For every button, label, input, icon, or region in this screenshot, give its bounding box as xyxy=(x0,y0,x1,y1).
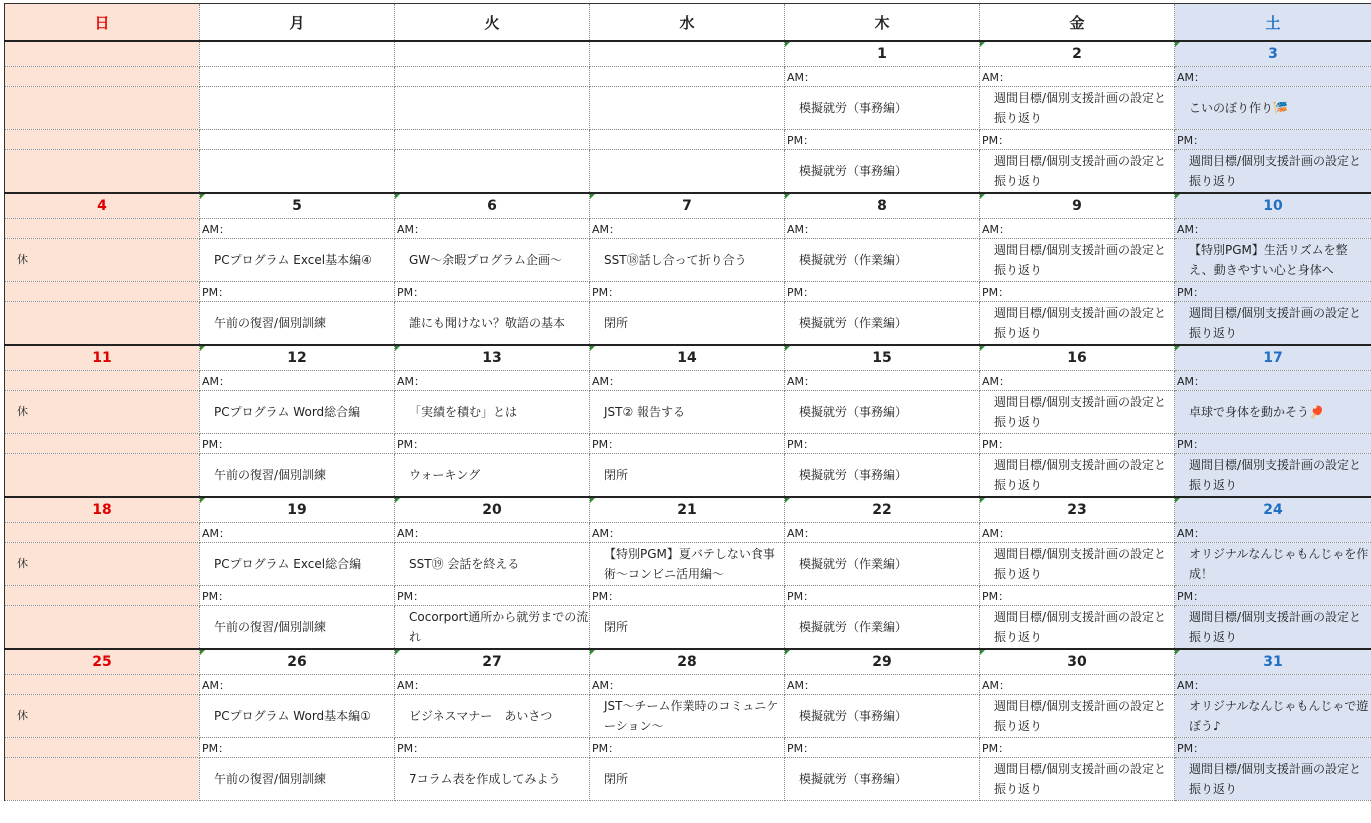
am-activity-cell[interactable] xyxy=(5,87,200,130)
am-activity-cell[interactable]: ビジネスマナー あいさつ xyxy=(395,695,590,738)
day-number-cell[interactable]: 2 xyxy=(980,41,1175,67)
day-number-cell[interactable]: 25 xyxy=(5,649,200,675)
day-number-cell[interactable]: 12 xyxy=(200,345,395,371)
pm-activity-cell[interactable]: 週間目標/個別支援計画の設定と振り返り xyxy=(980,454,1175,498)
pm-label-cell[interactable] xyxy=(5,738,200,758)
pm-label-cell[interactable]: PM： xyxy=(395,586,590,606)
am-label-cell[interactable]: AM： xyxy=(395,371,590,391)
day-number-cell[interactable]: 20 xyxy=(395,497,590,523)
pm-label-cell[interactable]: PM： xyxy=(785,130,980,150)
pm-label-cell[interactable]: PM： xyxy=(590,586,785,606)
pm-activity-cell[interactable]: 午前の復習/個別訓練 xyxy=(200,454,395,498)
am-label-cell[interactable] xyxy=(5,219,200,239)
day-number-cell[interactable]: 28 xyxy=(590,649,785,675)
am-label-cell[interactable]: AM： xyxy=(1175,371,1371,391)
pm-label-cell[interactable]: PM： xyxy=(200,738,395,758)
am-activity-cell[interactable]: 模擬就労（事務編） xyxy=(785,87,980,130)
pm-activity-cell[interactable]: 週間目標/個別支援計画の設定と振り返り xyxy=(980,758,1175,801)
weekday-header-3[interactable]: 水 xyxy=(590,4,785,42)
am-activity-cell[interactable]: 【特別PGM】生活リズムを整え、動きやすい心と身体へ xyxy=(1175,239,1371,282)
pm-activity-cell[interactable] xyxy=(5,454,200,498)
pm-activity-cell[interactable]: 週間目標/個別支援計画の設定と振り返り xyxy=(1175,454,1371,498)
am-activity-cell[interactable]: 休 xyxy=(5,543,200,586)
day-number-cell[interactable]: 5 xyxy=(200,193,395,219)
am-activity-cell[interactable]: PCプログラム Word総合編 xyxy=(200,391,395,434)
day-number-cell[interactable]: 27 xyxy=(395,649,590,675)
week-1-am-label-row xyxy=(5,67,1371,87)
day-number-cell[interactable] xyxy=(5,41,200,67)
am-label-cell[interactable] xyxy=(590,67,785,87)
pm-label-cell[interactable]: PM： xyxy=(395,282,590,302)
pm-activity-cell[interactable]: 午前の復習/個別訓練 xyxy=(200,758,395,801)
am-activity-cell[interactable] xyxy=(395,87,590,130)
week-5-pm-activity-row xyxy=(5,758,1371,801)
pm-label-cell[interactable] xyxy=(5,130,200,150)
am-label-cell[interactable] xyxy=(5,371,200,391)
week-4-pm-label-row xyxy=(5,586,1371,606)
pm-label-cell[interactable]: PM： xyxy=(980,130,1175,150)
day-number-cell[interactable]: 13 xyxy=(395,345,590,371)
pm-label-cell[interactable] xyxy=(5,434,200,454)
weekday-header-5[interactable]: 金 xyxy=(980,4,1175,42)
am-activity-cell[interactable]: PCプログラム Excel総合編 xyxy=(200,543,395,586)
am-label-cell[interactable]: AM： xyxy=(1175,675,1371,695)
am-label-cell[interactable]: AM： xyxy=(785,67,980,87)
am-label-cell[interactable]: AM： xyxy=(980,371,1175,391)
pm-label-cell[interactable]: PM： xyxy=(1175,130,1371,150)
week-4-am-label-row xyxy=(5,523,1371,543)
pm-activity-cell[interactable]: 閉所 xyxy=(590,454,785,498)
pm-label-cell[interactable]: PM： xyxy=(200,282,395,302)
pm-label-cell[interactable]: PM： xyxy=(1175,738,1371,758)
pm-activity-cell[interactable] xyxy=(590,150,785,194)
pm-label-cell[interactable]: PM： xyxy=(590,738,785,758)
weekday-header-2[interactable]: 火 xyxy=(395,4,590,42)
day-number-cell[interactable]: 9 xyxy=(980,193,1175,219)
am-activity-cell[interactable]: SST⑲ 会話を終える xyxy=(395,543,590,586)
am-activity-cell[interactable]: PCプログラム Word基本編① xyxy=(200,695,395,738)
pm-activity-cell[interactable]: 模擬就労（事務編） xyxy=(785,758,980,801)
am-label-cell[interactable]: AM： xyxy=(1175,219,1371,239)
monthly-calendar xyxy=(4,3,1371,801)
weekday-header-6[interactable]: 土 xyxy=(1175,4,1371,42)
pm-label-cell[interactable] xyxy=(5,282,200,302)
am-activity-cell[interactable]: 週間目標/個別支援計画の設定と振り返り xyxy=(980,87,1175,130)
day-number-cell[interactable]: 21 xyxy=(590,497,785,523)
day-number-cell[interactable]: 17 xyxy=(1175,345,1371,371)
day-number-cell[interactable]: 30 xyxy=(980,649,1175,675)
am-activity-cell[interactable]: オリジナルなんじゃもんじゃで遊ぼう♪ xyxy=(1175,695,1371,738)
day-number-cell[interactable]: 16 xyxy=(980,345,1175,371)
am-label-cell[interactable]: AM： xyxy=(395,219,590,239)
day-number-cell[interactable]: 7 xyxy=(590,193,785,219)
day-number-cell[interactable]: 31 xyxy=(1175,649,1371,675)
week-4-am-activity-row xyxy=(5,543,1371,586)
pm-label-cell[interactable]: PM： xyxy=(395,434,590,454)
pm-label-cell[interactable] xyxy=(200,130,395,150)
day-number-cell[interactable]: 18 xyxy=(5,497,200,523)
weekday-header-0[interactable]: 日 xyxy=(5,4,200,42)
pm-activity-cell[interactable]: 週間目標/個別支援計画の設定と振り返り xyxy=(980,606,1175,650)
pm-activity-cell[interactable] xyxy=(200,150,395,194)
pm-label-cell[interactable] xyxy=(5,586,200,606)
am-activity-cell[interactable]: 【特別PGM】夏バテしない食事術～コンビニ活用編～ xyxy=(590,543,785,586)
day-number-cell[interactable]: 22 xyxy=(785,497,980,523)
am-label-cell[interactable]: AM： xyxy=(590,675,785,695)
am-label-cell[interactable]: AM： xyxy=(980,523,1175,543)
am-label-cell[interactable]: AM： xyxy=(980,675,1175,695)
day-number-cell[interactable]: 24 xyxy=(1175,497,1371,523)
pm-label-cell[interactable]: PM： xyxy=(590,282,785,302)
am-activity-cell[interactable]: JST～チーム作業時のコミュニケーション～ xyxy=(590,695,785,738)
pm-label-cell[interactable]: PM： xyxy=(1175,586,1371,606)
pm-label-cell[interactable]: PM： xyxy=(785,282,980,302)
pm-label-cell[interactable]: PM： xyxy=(1175,282,1371,302)
pm-activity-cell[interactable] xyxy=(5,758,200,801)
am-activity-cell[interactable]: 模擬就労（事務編） xyxy=(785,695,980,738)
am-label-cell[interactable]: AM： xyxy=(1175,67,1371,87)
day-number-cell[interactable]: 6 xyxy=(395,193,590,219)
pm-label-cell[interactable]: PM： xyxy=(200,586,395,606)
week-2-pm-label-row xyxy=(5,282,1371,302)
pm-activity-cell[interactable]: 7コラム表を作成してみよう xyxy=(395,758,590,801)
pm-activity-cell[interactable]: 午前の復習/個別訓練 xyxy=(200,302,395,346)
day-number-cell[interactable]: 26 xyxy=(200,649,395,675)
pm-label-cell[interactable]: PM： xyxy=(1175,434,1371,454)
pm-label-cell[interactable]: PM： xyxy=(980,434,1175,454)
am-label-cell[interactable]: AM： xyxy=(395,523,590,543)
day-number-cell[interactable]: 23 xyxy=(980,497,1175,523)
pm-label-cell[interactable] xyxy=(590,130,785,150)
day-number-cell[interactable]: 15 xyxy=(785,345,980,371)
day-number-cell[interactable] xyxy=(200,41,395,67)
day-number-cell[interactable]: 14 xyxy=(590,345,785,371)
pm-activity-cell[interactable] xyxy=(5,150,200,194)
am-activity-cell[interactable]: GW～余暇プログラム企画～ xyxy=(395,239,590,282)
day-number-cell[interactable]: 10 xyxy=(1175,193,1371,219)
am-label-cell[interactable]: AM： xyxy=(200,219,395,239)
am-label-cell[interactable] xyxy=(5,67,200,87)
day-number-cell[interactable]: 3 xyxy=(1175,41,1371,67)
weekday-header-4[interactable]: 木 xyxy=(785,4,980,42)
am-activity-cell[interactable]: PCプログラム Excel基本編④ xyxy=(200,239,395,282)
pm-label-cell[interactable] xyxy=(395,130,590,150)
week-2-am-label-row xyxy=(5,219,1371,239)
am-activity-cell[interactable]: SST⑱話し合って折り合う xyxy=(590,239,785,282)
am-label-cell[interactable] xyxy=(200,67,395,87)
am-activity-cell[interactable]: 週間目標/個別支援計画の設定と振り返り xyxy=(980,391,1175,434)
week-2-pm-activity-row xyxy=(5,302,1371,346)
pm-activity-cell[interactable]: 模擬就労（作業編） xyxy=(785,606,980,650)
am-label-cell[interactable]: AM： xyxy=(1175,523,1371,543)
week-4-pm-activity-row xyxy=(5,606,1371,650)
am-label-cell[interactable]: AM： xyxy=(785,371,980,391)
week-5-day-numbers xyxy=(5,649,1371,675)
week-3-pm-activity-row xyxy=(5,454,1371,498)
am-activity-cell[interactable]: 週間目標/個別支援計画の設定と振り返り xyxy=(980,695,1175,738)
week-5-am-label-row xyxy=(5,675,1371,695)
week-3-day-numbers xyxy=(5,345,1371,371)
pm-label-cell[interactable]: PM： xyxy=(200,434,395,454)
pm-label-cell[interactable]: PM： xyxy=(395,738,590,758)
pm-activity-cell[interactable]: 午前の復習/個別訓練 xyxy=(200,606,395,650)
pm-activity-cell[interactable]: 週間目標/個別支援計画の設定と振り返り xyxy=(1175,758,1371,801)
pm-activity-cell[interactable]: 週間目標/個別支援計画の設定と振り返り xyxy=(980,302,1175,346)
weekday-header-1[interactable]: 月 xyxy=(200,4,395,42)
pm-activity-cell[interactable] xyxy=(5,606,200,650)
am-label-cell[interactable]: AM： xyxy=(785,675,980,695)
pm-activity-cell[interactable]: ウォーキング xyxy=(395,454,590,498)
day-number-cell[interactable]: 8 xyxy=(785,193,980,219)
week-1-am-activity-row xyxy=(5,87,1371,130)
week-1-pm-activity-row xyxy=(5,150,1371,194)
weekday-header-row xyxy=(5,4,1371,42)
day-number-cell[interactable]: 1 xyxy=(785,41,980,67)
week-4-day-numbers xyxy=(5,497,1371,523)
week-2-am-activity-row xyxy=(5,239,1371,282)
pm-label-cell[interactable]: PM： xyxy=(980,738,1175,758)
pm-activity-cell[interactable]: 模擬就労（作業編） xyxy=(785,302,980,346)
am-activity-cell[interactable]: 卓球で身体を動かそう🏓 xyxy=(1175,391,1371,434)
pm-activity-cell[interactable]: Cocorport通所から就労までの流れ xyxy=(395,606,590,650)
am-label-cell[interactable] xyxy=(5,523,200,543)
am-activity-cell[interactable]: 模擬就労（作業編） xyxy=(785,543,980,586)
am-activity-cell[interactable]: 週間目標/個別支援計画の設定と振り返り xyxy=(980,239,1175,282)
day-number-cell[interactable] xyxy=(395,41,590,67)
pm-activity-cell[interactable]: 閉所 xyxy=(590,302,785,346)
week-5-am-activity-row xyxy=(5,695,1371,738)
week-3-am-label-row xyxy=(5,371,1371,391)
week-1-day-numbers xyxy=(5,41,1371,67)
week-5-pm-label-row xyxy=(5,738,1371,758)
pm-activity-cell[interactable]: 閉所 xyxy=(590,606,785,650)
am-activity-cell[interactable]: 休 xyxy=(5,695,200,738)
week-1-pm-label-row xyxy=(5,130,1371,150)
am-label-cell[interactable]: AM： xyxy=(980,219,1175,239)
week-3-am-activity-row xyxy=(5,391,1371,434)
pm-activity-cell[interactable]: 週間目標/個別支援計画の設定と振り返り xyxy=(1175,302,1371,346)
am-activity-cell[interactable]: 模擬就労（事務編） xyxy=(785,391,980,434)
pm-activity-cell[interactable]: 週間目標/個別支援計画の設定と振り返り xyxy=(980,150,1175,194)
am-label-cell[interactable]: AM： xyxy=(200,523,395,543)
am-activity-cell[interactable]: オリジナルなんじゃもんじゃを作成！ xyxy=(1175,543,1371,586)
am-label-cell[interactable]: AM： xyxy=(785,523,980,543)
day-number-cell[interactable]: 11 xyxy=(5,345,200,371)
week-3-pm-label-row xyxy=(5,434,1371,454)
pm-activity-cell[interactable]: 週間目標/個別支援計画の設定と振り返り xyxy=(1175,606,1371,650)
am-activity-cell[interactable]: 「実績を積む」とは xyxy=(395,391,590,434)
pm-label-cell[interactable]: PM： xyxy=(785,586,980,606)
pm-activity-cell[interactable]: 週間目標/個別支援計画の設定と振り返り xyxy=(1175,150,1371,194)
pm-activity-cell[interactable]: 閉所 xyxy=(590,758,785,801)
pm-label-cell[interactable]: PM： xyxy=(785,738,980,758)
am-activity-cell[interactable]: 週間目標/個別支援計画の設定と振り返り xyxy=(980,543,1175,586)
day-number-cell[interactable]: 19 xyxy=(200,497,395,523)
am-label-cell[interactable]: AM： xyxy=(200,675,395,695)
am-activity-cell[interactable]: JST② 報告する xyxy=(590,391,785,434)
week-2-day-numbers xyxy=(5,193,1371,219)
pm-activity-cell[interactable]: 誰にも聞けない？敬語の基本 xyxy=(395,302,590,346)
am-activity-cell[interactable]: 模擬就労（作業編） xyxy=(785,239,980,282)
day-number-cell[interactable] xyxy=(590,41,785,67)
am-activity-cell[interactable] xyxy=(200,87,395,130)
pm-activity-cell[interactable] xyxy=(5,302,200,346)
pm-label-cell[interactable]: PM： xyxy=(590,434,785,454)
pm-activity-cell[interactable] xyxy=(395,150,590,194)
day-number-cell[interactable]: 29 xyxy=(785,649,980,675)
am-activity-cell[interactable]: 休 xyxy=(5,391,200,434)
am-label-cell[interactable] xyxy=(5,675,200,695)
am-label-cell[interactable]: AM： xyxy=(980,67,1175,87)
am-label-cell[interactable] xyxy=(395,67,590,87)
day-number-cell[interactable]: 4 xyxy=(5,193,200,219)
am-label-cell[interactable]: AM： xyxy=(200,371,395,391)
am-label-cell[interactable]: AM： xyxy=(590,523,785,543)
am-activity-cell[interactable]: こいのぼり作り🎏 xyxy=(1175,87,1371,130)
am-label-cell[interactable]: AM： xyxy=(785,219,980,239)
pm-activity-cell[interactable]: 模擬就労（事務編） xyxy=(785,150,980,194)
am-activity-cell[interactable]: 休 xyxy=(5,239,200,282)
pm-label-cell[interactable]: PM： xyxy=(980,586,1175,606)
pm-activity-cell[interactable]: 模擬就労（事務編） xyxy=(785,454,980,498)
pm-label-cell[interactable]: PM： xyxy=(980,282,1175,302)
am-activity-cell[interactable] xyxy=(590,87,785,130)
am-label-cell[interactable]: AM： xyxy=(395,675,590,695)
pm-label-cell[interactable]: PM： xyxy=(785,434,980,454)
am-label-cell[interactable]: AM： xyxy=(590,371,785,391)
am-label-cell[interactable]: AM： xyxy=(590,219,785,239)
